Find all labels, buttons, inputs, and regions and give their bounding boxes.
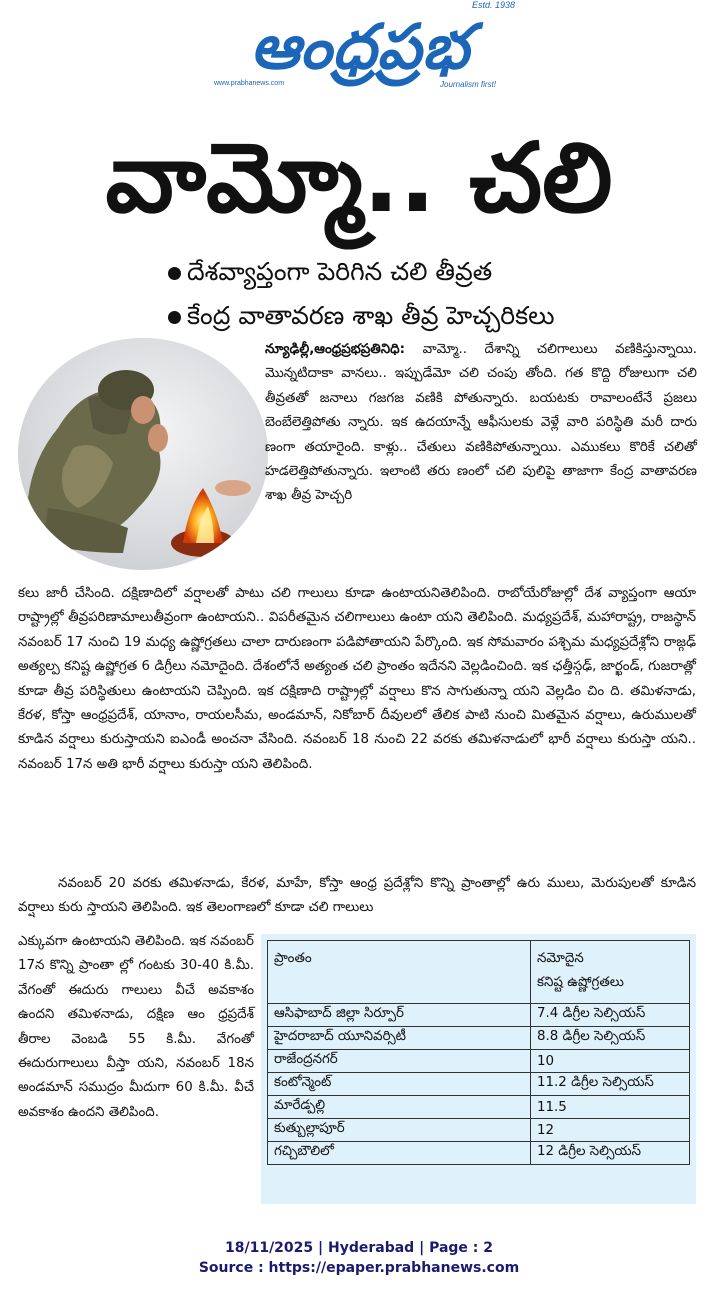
subheadlines [168, 250, 688, 338]
established-label: Estd. 1938 [472, 0, 516, 10]
bullet-icon [168, 267, 181, 280]
article-intro [265, 338, 697, 509]
soldier-warming-by-fire-image [18, 338, 268, 570]
footer-date-location: 18/11/2025 | Hyderabad | Page : 2 [224, 1240, 494, 1256]
table-cell-temp: 12 [531, 1119, 690, 1142]
article-side-text: ఎక్కువగా ఉంటాయని తెలిపింది. ఇక నవంబర్ 17న కొన్ని ప్రాంతా ల్లో గంటకు 30-40 కి.మీ. వేగంతో ఈదురు గాలులు వీచే అవకాశం ఉందని తమిళనాడు, దక్షిణ ఆం ధ్రప్రదేశ్ తీరాల వెంబడి 55 కి.మీ. వేగంతో ఈదురుగాలులు వీస్తా యని, నవంబర్ 18న అండమాన్ సముద్రం మీదుగా 60 కి.మీ. వీచే అవకాశం ఉందని తెలిపింది. [18, 934, 254, 1120]
table-cell-region: రాజేంద్రనగర్ [268, 1050, 531, 1073]
table-header-row [268, 941, 690, 1004]
table-row [268, 1004, 690, 1027]
article-paragraph-2: నవంబర్ 20 వరకు తమిళనాడు, కేరళ, మాహే, కోస్తా ఆంధ్ర ప్రదేశ్లోని కొన్ని ప్రాంతాల్లో ఉరు ములు, మెరుపులతో కూడిన వర్షాలు కురు స్తాయని తెలిపింది. ఇక తెలంగాణలో కూడా చలి గాలులు [18, 876, 696, 916]
subheadline-2: కేంద్ర వాతావరణ శాఖ తీవ్ర హెచ్చరికలు [168, 294, 688, 338]
article-photo [18, 338, 268, 570]
temperature-table-box [261, 934, 696, 1204]
table-cell-region: కుత్బుల్లాపూర్ [268, 1119, 531, 1142]
table-row [268, 1119, 690, 1142]
temperature-table [267, 940, 690, 1165]
table-row [268, 1050, 690, 1073]
headline: వామ్మో.. చలి [105, 122, 613, 234]
tagline: Journalism first! [440, 80, 497, 89]
table-cell-temp: 7.4 డిగ్రీల సెల్సియస్ [531, 1004, 690, 1027]
article-body: కలు జారీ చేసింది. దక్షిణాదిలో వర్షాలతో పాటు చలి గాలులు కూడా ఉంటాయనితెలిపింది. రాబోయేరోజుల్లో దేశ వ్యాప్తంగా ఆయా రాష్ట్రాల్లో తీవ్రపరిణామాలుతీవ్రంగా ఉంటాయని.. విపరీతమైన చలిగాలులు ఉంటా యని తెలిపింది. మధ్యప్రదేశ్, మహారాష్ట్ర, రాజస్థాన్ నవంబర్ 17 నుంచి 19 మధ్య ఉష్ణోగ్రతలు చాలా దారుణంగా పడిపోతాయని పేర్కొంది. ఇక సోమవారం పశ్చిమ మధ్యప్రదేశ్లోని రాజ్గఢ్ అత్యల్ప కనిష్ట ఉష్ణోగ్రత 6 డిగ్రీలు నమోదైంది. దేశంలోనే అత్యంత చలి ప్రాంతం ఇదేనని వెల్లడించింది. ఇక ఛత్తీస్గఢ్, జార్ఖండ్, గుజరాత్లో కూడా తీవ్ర పరిస్థితులు ఉంటాయని చెప్పింది. ఇక దక్షిణాది రాష్ట్రాల్లో వర్షాలు కొన సాగుతున్నా యని వెల్లడిం చిం ది. తమిళనాడు, కేరళ, కోస్తా ఆంధ్రప్రదేశ్, యానాం, రాయలసీమ, అండమాన్, నికోబార్ దీవులలో తేలిక పాటి నుంచి మితమైన వర్షాలు, ఉరుములతో కూడిన వర్షాలు కురుస్తాయని ఐఎండీ అంచనా వేసింది. నవంబర్ 18 నుంచి 22 వరకు తమిళనాడులో భారీ వర్షాలు కురుస్తా యని.. నవంబర్ 17న అతి భారీ వర్షాలు కురుస్తా యని తెలిపింది. [18, 586, 696, 772]
table-header-temp: నమోదైన కనిష్ట ఉష్ణోగ్రతలు [531, 941, 690, 1004]
table-row [268, 1096, 690, 1119]
website-label: www.prabhanews.com [214, 80, 285, 87]
table-cell-region: హైదరాబాద్ యూనివర్సిటీ [268, 1027, 531, 1050]
table-cell-region: కంటోన్మెంట్ [268, 1073, 531, 1096]
table-cell-region: ఆసిఫాబాద్ జిల్లా సిర్పూర్ [268, 1004, 531, 1027]
dateline: న్యూఢిల్లీ,ఆంధ్రప్రభప్రతినిధి: [265, 342, 405, 357]
table-cell-region: మారేడ్పల్లి [268, 1096, 531, 1119]
intro-text: వామ్మో.. దేశాన్ని చలిగాలులు వణికిస్తున్నాయి. మొన్నటిదాకా వానలు.. ఇప్పుడేమో చలి చంపు తోంది. గత కొద్ది రోజులుగా చలి తీవ్రతతో జనాలు గజగజ వణికి పోతున్నారు. బయటకు రావాలంటేనే ప్రజలు బెంబేలెత్తిపోతు న్నారు. ఇక ఉదయాన్నే ఆఫీసులకు వెళ్లే వారి పరిస్థితి మరీ దారు ణంగా తయారైంది. కాళ్లు.. చేతులు వణికిపోతున్నాయి. ఎముకలు కొరికే చలితో హడలెత్తిపోతున్నారు. ఇలాంటి తరు ణంలో చలి పులిపై తాజాగా కేంద్ర వాతావరణ శాఖ తీవ్ర హెచ్చరి [265, 342, 697, 504]
masthead [0, 0, 718, 100]
table-row [268, 1027, 690, 1050]
table-header-region: ప్రాంతం [268, 941, 531, 1004]
table-cell-temp: 8.8 డిగ్రీల సెల్సియస్ [531, 1027, 690, 1050]
table-cell-temp: 12 డిగ్రీల సెల్సియస్ [531, 1142, 690, 1165]
subheadline-1: దేశవ్యాప్తంగా పెరిగిన చలి తీవ్రత [168, 250, 688, 294]
footer-source[interactable]: Source : https://epaper.prabhanews.com [198, 1260, 520, 1276]
table-row [268, 1073, 690, 1096]
table-cell-region: గచ్చిబౌలిలో [268, 1142, 531, 1165]
table-cell-temp: 11.2 డిగ్రీల సెల్సియస్ [531, 1073, 690, 1096]
table-cell-temp: 10 [531, 1050, 690, 1073]
table-cell-temp: 11.5 [531, 1096, 690, 1119]
newspaper-logo: ఆంధ్రప్రభ [250, 10, 470, 83]
bullet-icon [168, 311, 181, 324]
table-row [268, 1142, 690, 1165]
page-footer [0, 1238, 718, 1278]
